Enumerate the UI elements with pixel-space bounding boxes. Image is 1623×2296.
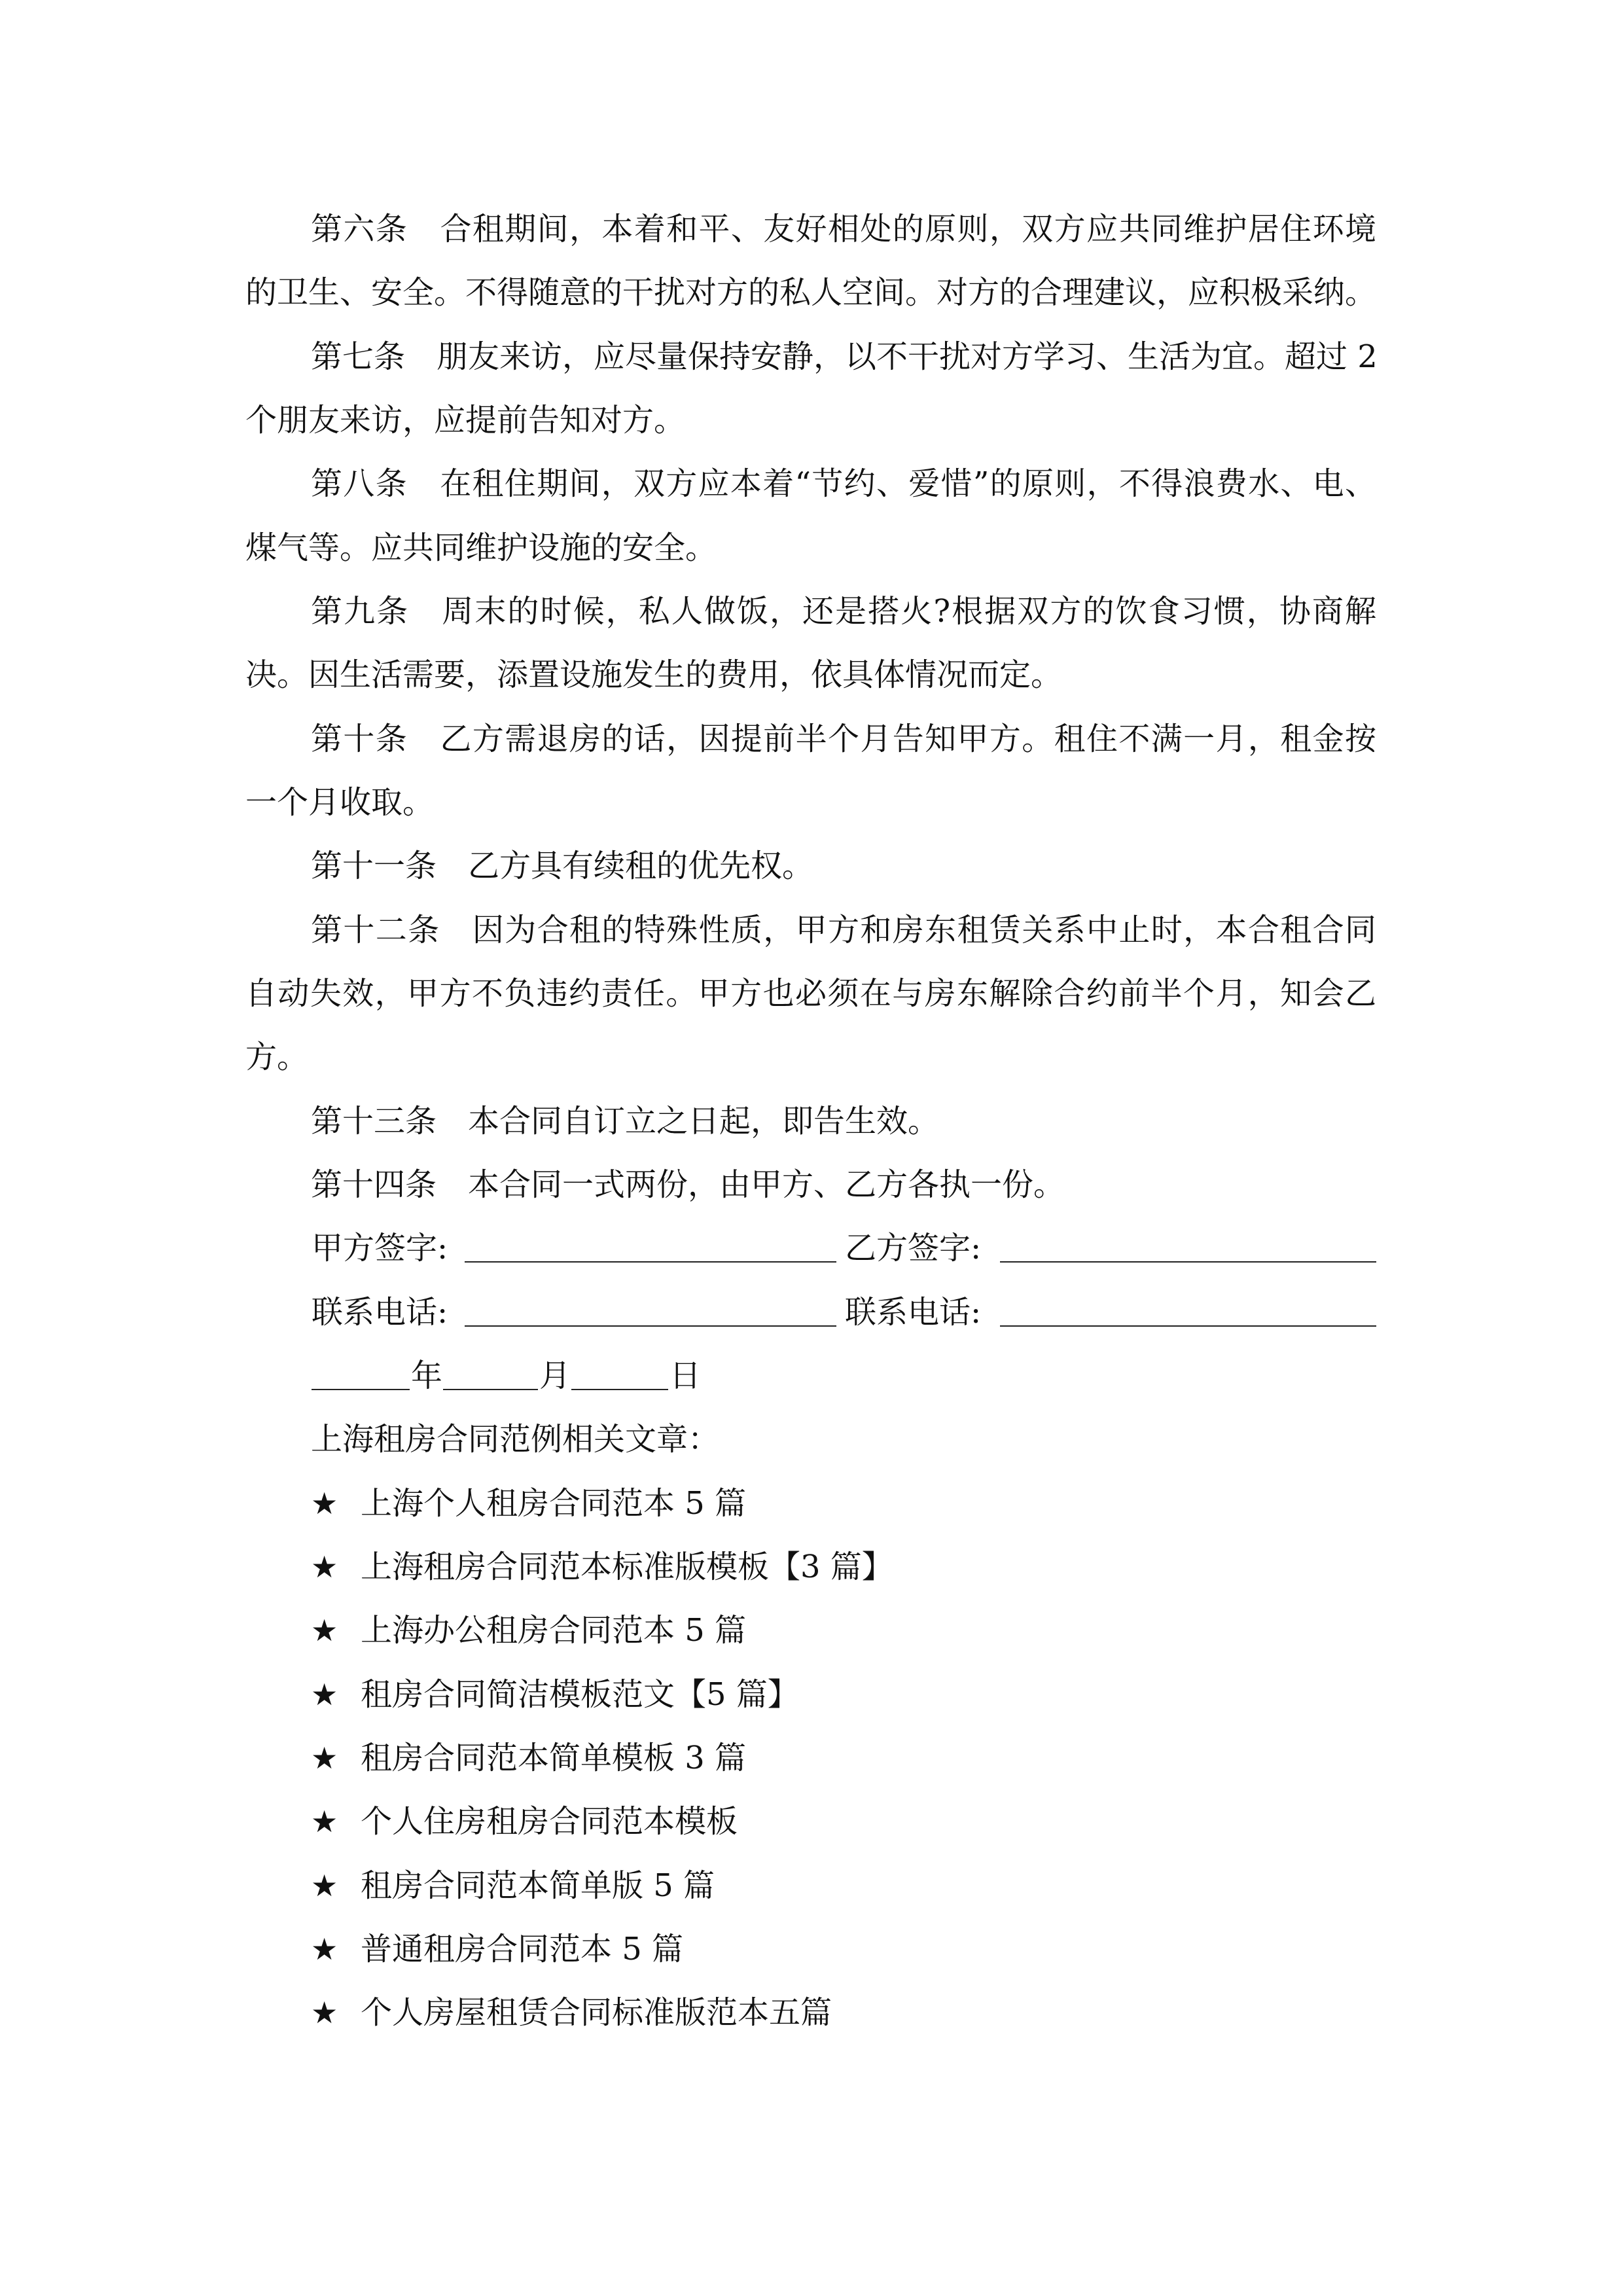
year-label: 年 [411,1357,443,1394]
clause-9-line-2: 决。因生活需要，添置设施发生的费用，依具体情况而定。 [245,656,1063,694]
day-label: 日 [669,1357,702,1394]
related-article-title[interactable]: 上海租房合同范本标准版模板【3 篇】 [361,1548,893,1585]
signature-row [245,1217,1376,1280]
related-article-link[interactable] [245,1854,1376,1918]
related-article-link[interactable] [245,1599,1376,1662]
star-icon: ★ [311,1613,338,1649]
star-icon: ★ [311,1485,338,1521]
clause-10-line-2: 一个月收取。 [245,783,435,821]
month-blank [443,1389,538,1390]
clause-6-line-2: 的卫生、安全。不得随意的干扰对方的私人空间。对方的合理建议，应积极采纳。 [245,274,1377,312]
clause-9-line-1: 第九条 周末的时候，私人做饭，还是搭火?根据双方的饮食习惯，协商解 [311,592,1376,630]
party-b-phone-label: 联系电话: [845,1293,982,1331]
clause-12-line-1: 第十二条 因为合租的特殊性质，甲方和房东租赁关系中止时，本合租合同 [311,911,1376,948]
document-page [245,198,1376,2045]
party-a-phone-blank [465,1325,836,1327]
related-article-title[interactable]: 租房合同简洁模板范文【5 篇】 [361,1676,799,1713]
date-row [245,1344,1376,1408]
party-b-phone-blank [1000,1325,1376,1327]
related-article-link[interactable] [245,1663,1376,1727]
star-icon: ★ [311,1676,338,1712]
clause-8-line-2: 煤气等。应共同维护设施的安全。 [245,529,717,566]
clause-7-line-2: 个朋友来访，应提前告知对方。 [245,401,686,439]
star-icon: ★ [311,1740,338,1776]
related-article-link[interactable] [245,1918,1376,1981]
related-article-title[interactable]: 租房合同范本简单模板 3 篇 [361,1739,747,1776]
related-article-link[interactable] [245,1790,1376,1854]
clause-10-line-1: 第十条 乙方需退房的话，因提前半个月告知甲方。租住不满一月，租金按 [311,720,1376,757]
clause-12-line-3: 方。 [245,1039,309,1076]
related-article-title[interactable]: 个人住房租房合同范本模板 [361,1803,738,1840]
star-icon: ★ [311,1867,338,1903]
related-article-link[interactable] [245,1472,1376,1535]
party-b-signature-blank [1000,1261,1376,1263]
related-article-title[interactable]: 上海个人租房合同范本 5 篇 [361,1484,747,1522]
phone-row [245,1281,1376,1344]
star-icon: ★ [311,1931,338,1967]
party-b-signature-label: 乙方签字: [845,1230,982,1267]
related-article-link[interactable] [245,1727,1376,1790]
party-a-phone-label: 联系电话: [312,1293,448,1331]
related-article-link[interactable] [245,1981,1376,2045]
clause-12-line-2: 自动失效，甲方不负违约责任。甲方也必须在与房东解除合约前半个月，知会乙 [245,975,1376,1012]
clause-6-line-1: 第六条 合租期间，本着和平、友好相处的原则，双方应共同维护居住环境 [311,211,1376,247]
related-article-title[interactable]: 上海办公租房合同范本 5 篇 [361,1612,747,1649]
clause-8-line-1: 第八条 在租住期间，双方应本着“节约、爱惜”的原则，不得浪费水、电、 [311,465,1376,503]
related-article-title[interactable]: 租房合同范本简单版 5 篇 [361,1867,715,1904]
related-article-title[interactable]: 普通租房合同范本 5 篇 [361,1930,684,1967]
star-icon: ★ [311,1549,338,1585]
related-article-link[interactable] [245,1535,1376,1599]
clause-7-line-1: 第七条 朋友来访，应尽量保持安静，以不干扰对方学习、生活为宜。超过 2 [311,338,1378,375]
star-icon: ★ [311,1804,338,1840]
related-articles-heading: 上海租房合同范例相关文章： [311,1421,720,1458]
clause-14-line-1: 第十四条 本合同一式两份，由甲方、乙方各执一份。 [311,1166,1065,1203]
party-a-signature-label: 甲方签字: [312,1230,448,1267]
year-blank [312,1389,410,1390]
related-article-title[interactable]: 个人房屋租赁合同标准版范本五篇 [361,1994,832,2032]
month-label: 月 [539,1357,571,1394]
clause-13-line-1: 第十三条 本合同自订立之日起，即告生效。 [311,1102,940,1139]
star-icon: ★ [311,1995,338,2031]
day-blank [571,1389,668,1390]
clause-11-line-1: 第十一条 乙方具有续租的优先权。 [311,848,814,885]
party-a-signature-blank [465,1261,836,1263]
